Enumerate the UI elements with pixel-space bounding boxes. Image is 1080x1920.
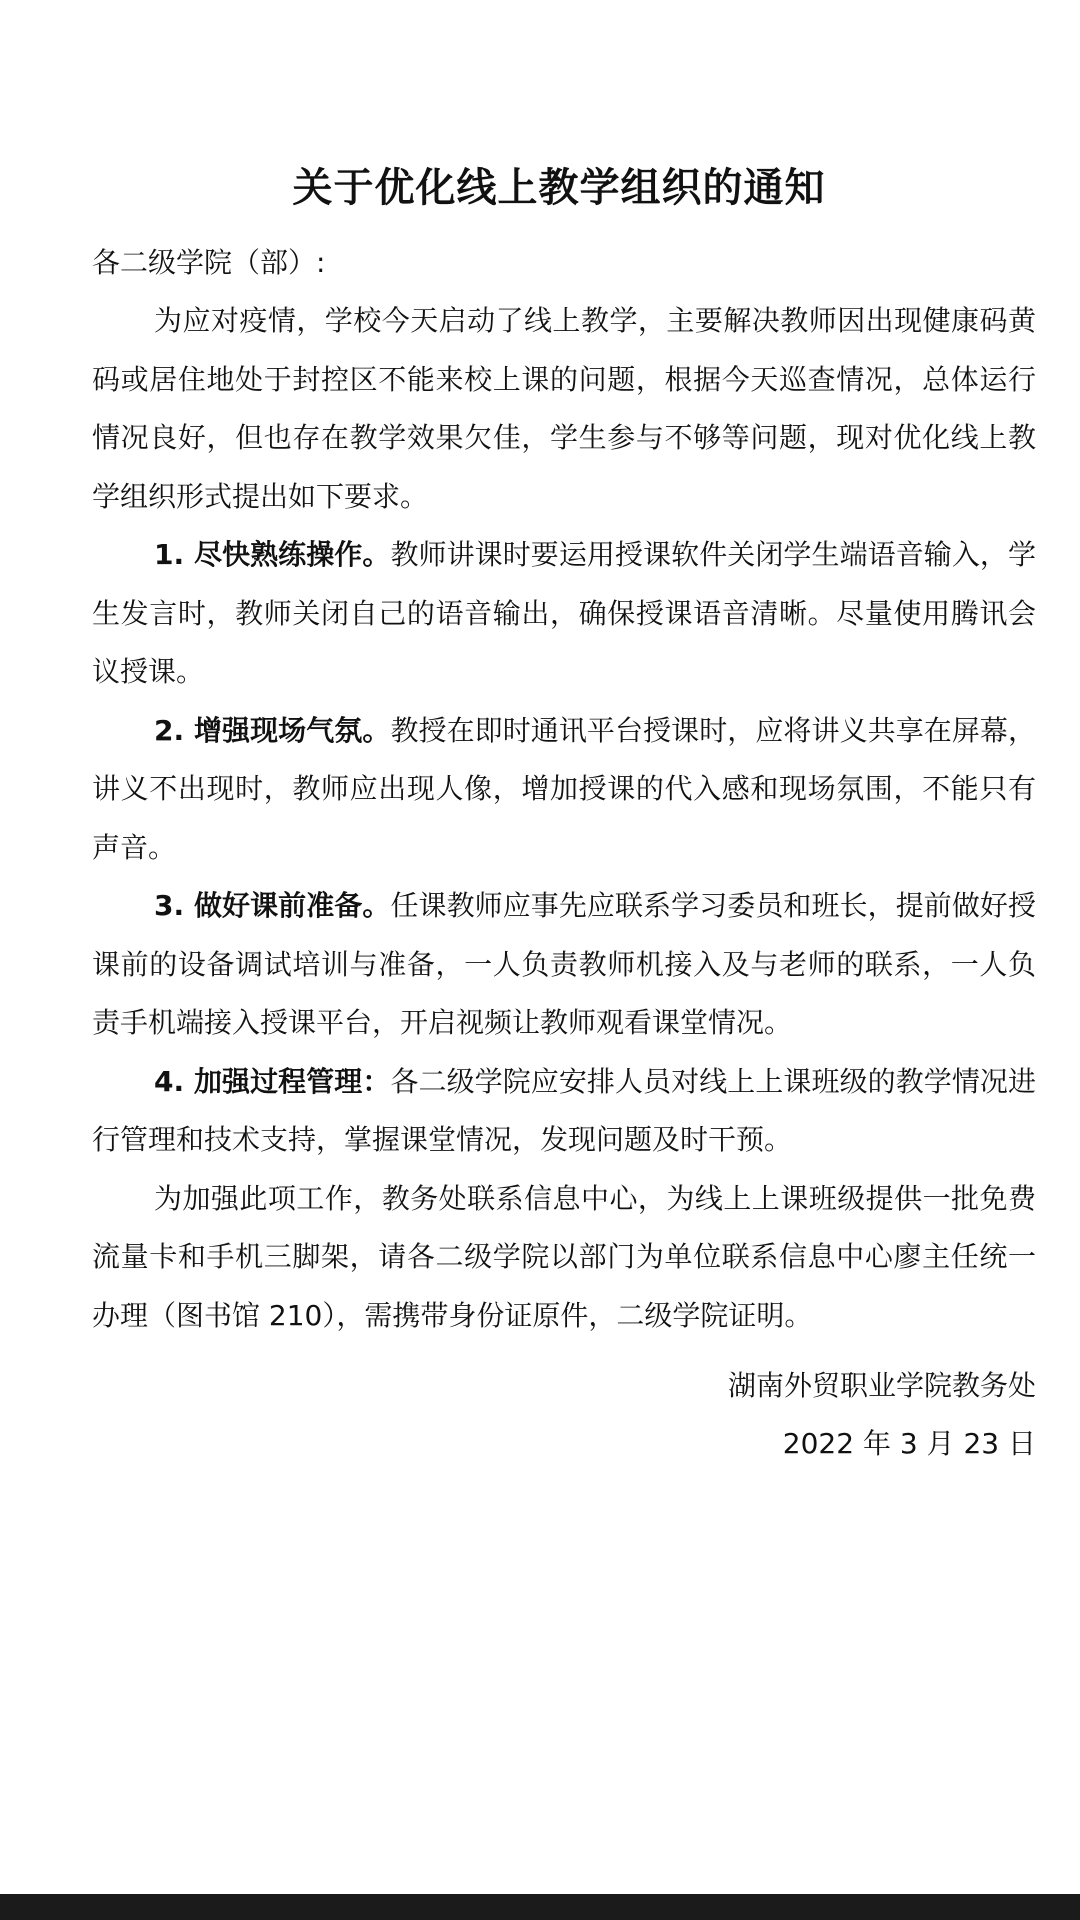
requirement-item-1-text: 教师讲课时要运用授课软件关闭学生端语音输入，学生发言时，教师关闭自己的语音输出，确保授课语音清晰。尽量使用腾讯会议授课。 [92,538,1036,688]
issue-date: 2022 年 3 月 23 日 [782,1427,1036,1460]
notice-closing-paragraph: 为加强此项工作，教务处联系信息中心，为线上上课班级提供一批免费流量卡和手机三脚架，请各二级学院以部门为单位联系信息中心廖主任统一办理（图书馆 210），需携带身份证原件，二级学院证明。 [92,1181,1036,1332]
notice-document [92,162,1036,1473]
notice-title: 关于优化线上教学组织的通知 [292,165,826,211]
requirement-item-3-heading: 3. 做好课前准备。 [154,889,391,922]
requirement-item-2-heading: 2. 增强现场气氛。 [154,713,391,747]
notice-salutation: 各二级学院（部）: [92,246,326,279]
requirement-item-3 [92,877,1036,1053]
requirement-item-3-text: 任课教师应事先应联系学习委员和班长，提前做好授课前的设备调试培训与准备，一人负责教师机接入及与老师的联系，一人负责手机端接入授课平台，开启视频让教师观看课堂情况。 [92,889,1036,1039]
notice-intro-paragraph: 为应对疫情，学校今天启动了线上教学，主要解决教师因出现健康码黄码或居住地处于封控区不能来校上课的问题，根据今天巡查情况，总体运行情况良好，但也存在教学效果欠佳，学生参与不够等问题，现对优化线上教学组织形式提出如下要求。 [92,304,1036,513]
requirement-item-4-heading: 4. 加强过程管理： [154,1064,391,1098]
bottom-bar [0,1894,1080,1920]
requirement-item-2-text: 教授在即时通讯平台授课时，应将讲义共享在屏幕，讲义不出现时，教师应出现人像，增加授课的代入感和现场氛围，不能只有声音。 [92,713,1036,864]
requirement-item-2 [92,702,1036,878]
requirement-item-4 [92,1053,1036,1170]
requirement-item-1 [92,526,1036,702]
issuer-signature: 湖南外贸职业学院教务处 [727,1369,1036,1402]
requirement-item-4-text: 各二级学院应安排人员对线上上课班级的教学情况进行管理和技术支持，掌握课堂情况，发现问题及时干预。 [92,1064,1036,1156]
requirement-item-1-heading: 1. 尽快熟练操作。 [154,538,391,571]
